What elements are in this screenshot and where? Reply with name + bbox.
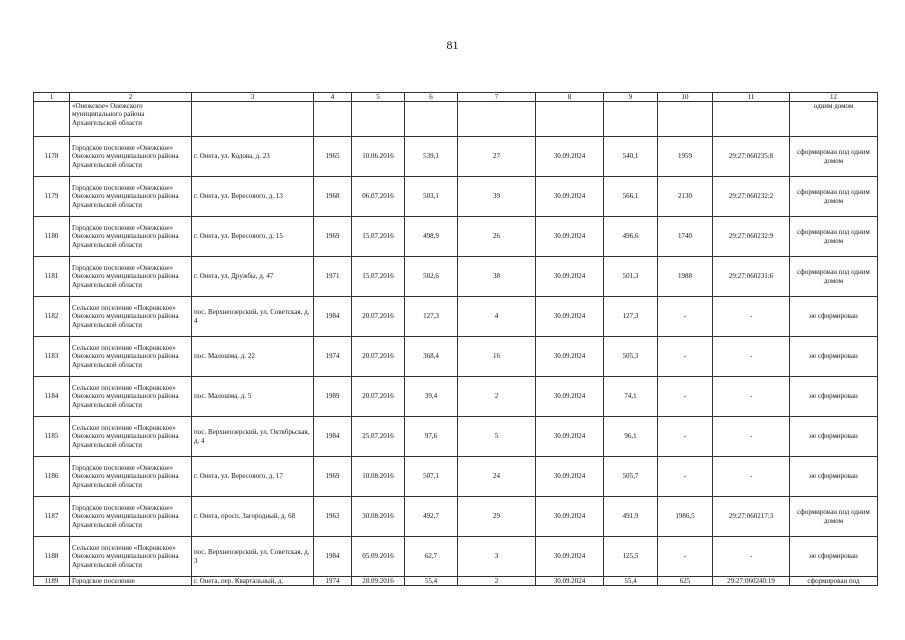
table-row (34, 417, 878, 457)
cell-date: 30.09.2024 (536, 457, 604, 497)
column-header: 6 (405, 93, 458, 102)
cell-status: не сформирован (790, 297, 878, 337)
cell-area: 505,7 (604, 457, 658, 497)
cell-land-area: 1959 (658, 137, 713, 177)
cell-date: 06.07.2016 (352, 177, 405, 217)
cell-address: пос. Малошма, д. 22 (192, 337, 314, 377)
cell-area: 496,6 (604, 217, 658, 257)
table-row (34, 537, 878, 577)
cell-year: 1984 (314, 417, 352, 457)
cell-year: 1969 (314, 457, 352, 497)
cell-status: одним домом (790, 102, 878, 137)
cell-area (604, 102, 658, 137)
cell-count: 38 (458, 257, 536, 297)
column-header: 12 (790, 93, 878, 102)
cell-address: пос. Малошма, д. 5 (192, 377, 314, 417)
cell-year: 1965 (314, 137, 352, 177)
cell-land-area: - (658, 457, 713, 497)
column-header: 5 (352, 93, 405, 102)
cell-municipality: Сельское поселение «Покровское» Онежского муниципального района Архангельской области (70, 537, 192, 577)
cell-municipality: Городское поселение «Онежское» Онежского муниципального района Архангельской области (70, 457, 192, 497)
cell-land-area: 625 (658, 577, 713, 586)
cell-municipality: Городское поселение «Онежское» Онежского муниципального района Архангельской области (70, 497, 192, 537)
column-header: 4 (314, 93, 352, 102)
cell-cadastre: 29:27:060231:6 (713, 257, 790, 297)
cell-date: 30.09.2024 (536, 297, 604, 337)
column-header: 2 (70, 93, 192, 102)
cell-cadastre: - (713, 337, 790, 377)
cell-date: 30.08.2016 (352, 497, 405, 537)
cell-area: 566,1 (604, 177, 658, 217)
cell-date: 30.09.2024 (536, 177, 604, 217)
cell-area: 125,5 (604, 537, 658, 577)
cell-address (192, 102, 314, 137)
cell-municipality: Сельское поселение «Покровское» Онежского муниципального района Архангельской области (70, 337, 192, 377)
column-header: 7 (458, 93, 536, 102)
cell-address: пос. Верхнеозерский, ул. Октябрьская, д. 4 (192, 417, 314, 457)
cell-cadastre: - (713, 457, 790, 497)
cell-cadastre: 29:27:060232:9 (713, 217, 790, 257)
cell-area: 498,9 (405, 217, 458, 257)
table-row (34, 137, 878, 177)
cell-address: г. Онега, ул. Вересового, д. 17 (192, 457, 314, 497)
cell-year: 1971 (314, 257, 352, 297)
cell-status: сформирован под одним домом (790, 137, 878, 177)
cell-area: 127,3 (405, 297, 458, 337)
cell-address: г. Онега, ул. Вересового, д. 15 (192, 217, 314, 257)
cell-cadastre: 29:27:060217:3 (713, 497, 790, 537)
table-row (34, 577, 878, 586)
cell-count: 29 (458, 497, 536, 537)
table-row (34, 497, 878, 537)
cell-date: 30.09.2024 (536, 577, 604, 586)
cell-area: 491,9 (604, 497, 658, 537)
cell-count: 2 (458, 377, 536, 417)
cell-date: 25.07.2016 (352, 417, 405, 457)
column-number-header (34, 93, 878, 102)
cell-number: 1189 (34, 577, 70, 586)
table-row (34, 297, 878, 337)
cell-status: сформирован под одним домом (790, 257, 878, 297)
cell-address: г. Онега, пер. Квартальный, д. (192, 577, 314, 586)
cell-municipality: Городское поселение «Онежское» Онежского муниципального района Архангельской области (70, 137, 192, 177)
cell-date: 05.09.2016 (352, 537, 405, 577)
cell-year: 1974 (314, 577, 352, 586)
cell-land-area: - (658, 537, 713, 577)
cell-number: 1185 (34, 417, 70, 457)
cell-cadastre: - (713, 417, 790, 457)
cell-address: пос. Верхнеозерский, ул. Советская, д. 3 (192, 537, 314, 577)
cell-date: 30.09.2024 (536, 337, 604, 377)
cell-area: 96,1 (604, 417, 658, 457)
table-row (34, 337, 878, 377)
cell-year (314, 102, 352, 137)
cell-area: 505,3 (604, 337, 658, 377)
cell-count: 2 (458, 577, 536, 586)
table-row (34, 257, 878, 297)
cell-cadastre: - (713, 537, 790, 577)
cell-date: 30.09.2024 (536, 537, 604, 577)
cell-date: 10.06.2016 (352, 137, 405, 177)
cell-land-area: - (658, 377, 713, 417)
cell-area: 39,4 (405, 377, 458, 417)
table-row (34, 377, 878, 417)
cell-area: 62,7 (405, 537, 458, 577)
cell-area: 502,6 (405, 257, 458, 297)
table-row (34, 457, 878, 497)
cell-area: 55,4 (604, 577, 658, 586)
cell-count: 16 (458, 337, 536, 377)
cell-status: не сформирован (790, 537, 878, 577)
cell-status: сформирован под одним домом (790, 177, 878, 217)
cell-land-area: - (658, 337, 713, 377)
cell-number: 1188 (34, 537, 70, 577)
cell-year: 1989 (314, 377, 352, 417)
cell-municipality: Городское поселение «Онежское» Онежского муниципального района Архангельской области (70, 217, 192, 257)
cell-status: не сформирован (790, 457, 878, 497)
cell-area: 503,1 (405, 177, 458, 217)
cell-count: 5 (458, 417, 536, 457)
cell-number: 1181 (34, 257, 70, 297)
cell-year: 1963 (314, 497, 352, 537)
cell-number: 1183 (34, 337, 70, 377)
cell-year: 1984 (314, 297, 352, 337)
cell-municipality: Городское поселение «Онежское» Онежского муниципального района Архангельской области (70, 177, 192, 217)
cell-date: 30.09.2024 (536, 257, 604, 297)
cell-area: 97,6 (405, 417, 458, 457)
cell-address: г. Онега, ул. Кодова, д. 23 (192, 137, 314, 177)
cell-status: не сформирован (790, 377, 878, 417)
cell-date: 20.07.2016 (352, 377, 405, 417)
cell-area (405, 102, 458, 137)
cell-number: 1180 (34, 217, 70, 257)
cell-date: 20.07.2016 (352, 337, 405, 377)
page-number: 81 (446, 38, 459, 52)
cell-land-area: - (658, 297, 713, 337)
column-header: 11 (713, 93, 790, 102)
cell-address: пос. Верхнеозерский, ул. Советская, д. 4 (192, 297, 314, 337)
cell-date: 30.09.2024 (536, 417, 604, 457)
cell-year: 1968 (314, 177, 352, 217)
cell-area: 492,7 (405, 497, 458, 537)
cell-date (536, 102, 604, 137)
cell-count: 39 (458, 177, 536, 217)
cell-municipality: Сельское поселение «Покровское» Онежского муниципального района Архангельской области (70, 377, 192, 417)
cell-area: 501,3 (604, 257, 658, 297)
cell-count: 27 (458, 137, 536, 177)
cell-area: 539,1 (405, 137, 458, 177)
column-header: 3 (192, 93, 314, 102)
cell-municipality: Городское поселение (70, 577, 192, 586)
cell-status: сформирован под (790, 577, 878, 586)
cell-municipality: Сельское поселение «Покровское» Онежского муниципального района Архангельской области (70, 417, 192, 457)
cell-land-area (658, 102, 713, 137)
cell-date: 30.09.2024 (536, 137, 604, 177)
cell-status: сформирован под одним домом (790, 217, 878, 257)
cell-cadastre (713, 102, 790, 137)
cell-land-area: 1740 (658, 217, 713, 257)
cell-land-area: - (658, 417, 713, 457)
cell-date: 28.09.2016 (352, 577, 405, 586)
column-header: 8 (536, 93, 604, 102)
housing-registry-table (33, 92, 878, 586)
column-header: 10 (658, 93, 713, 102)
cell-year: 1984 (314, 537, 352, 577)
cell-status: не сформирован (790, 417, 878, 457)
table-row (34, 177, 878, 217)
continuation-row (34, 102, 878, 137)
cell-cadastre: 29:27:060240:19 (713, 577, 790, 586)
cell-status: сформирован под одним домом (790, 497, 878, 537)
cell-address: г. Онега, ул. Вересового, д. 13 (192, 177, 314, 217)
cell-municipality: Сельское поселение «Покровское» Онежского муниципального района Архангельской области (70, 297, 192, 337)
cell-number: 1184 (34, 377, 70, 417)
cell-date: 10.08.2016 (352, 457, 405, 497)
cell-count: 4 (458, 297, 536, 337)
cell-area: 127,3 (604, 297, 658, 337)
cell-municipality: «Онежское» Онежского муниципального района Архангельской области (70, 102, 192, 137)
cell-land-area: 2130 (658, 177, 713, 217)
cell-count: 3 (458, 537, 536, 577)
cell-area: 74,1 (604, 377, 658, 417)
cell-address: г. Онега, просп. Загородный, д. 68 (192, 497, 314, 537)
cell-count: 26 (458, 217, 536, 257)
cell-land-area: 1988 (658, 257, 713, 297)
cell-number: 1179 (34, 177, 70, 217)
cell-year: 1969 (314, 217, 352, 257)
cell-area: 368,4 (405, 337, 458, 377)
cell-area: 507,1 (405, 457, 458, 497)
cell-count: 24 (458, 457, 536, 497)
cell-date: 30.09.2024 (536, 377, 604, 417)
cell-count (458, 102, 536, 137)
cell-cadastre: - (713, 377, 790, 417)
cell-area: 540,1 (604, 137, 658, 177)
cell-address: г. Онега, ул. Дружбы, д. 47 (192, 257, 314, 297)
cell-number: 1182 (34, 297, 70, 337)
cell-date: 15.07.2016 (352, 257, 405, 297)
cell-land-area: 1986,5 (658, 497, 713, 537)
table-row (34, 217, 878, 257)
cell-municipality: Городское поселение «Онежское» Онежского муниципального района Архангельской области (70, 257, 192, 297)
cell-number: 1187 (34, 497, 70, 537)
column-header: 1 (34, 93, 70, 102)
cell-cadastre: 29:27:060235:8 (713, 137, 790, 177)
cell-year: 1974 (314, 337, 352, 377)
cell-date: 30.09.2024 (536, 497, 604, 537)
cell-date: 15.07.2016 (352, 217, 405, 257)
cell-number: 1186 (34, 457, 70, 497)
cell-date: 30.09.2024 (536, 217, 604, 257)
cell-cadastre: 29:27:060232:2 (713, 177, 790, 217)
column-header: 9 (604, 93, 658, 102)
cell-cadastre: - (713, 297, 790, 337)
cell-number (34, 102, 70, 137)
cell-date (352, 102, 405, 137)
cell-status: не сформирован (790, 337, 878, 377)
cell-number: 1178 (34, 137, 70, 177)
cell-date: 20.07.2016 (352, 297, 405, 337)
cell-area: 55,4 (405, 577, 458, 586)
